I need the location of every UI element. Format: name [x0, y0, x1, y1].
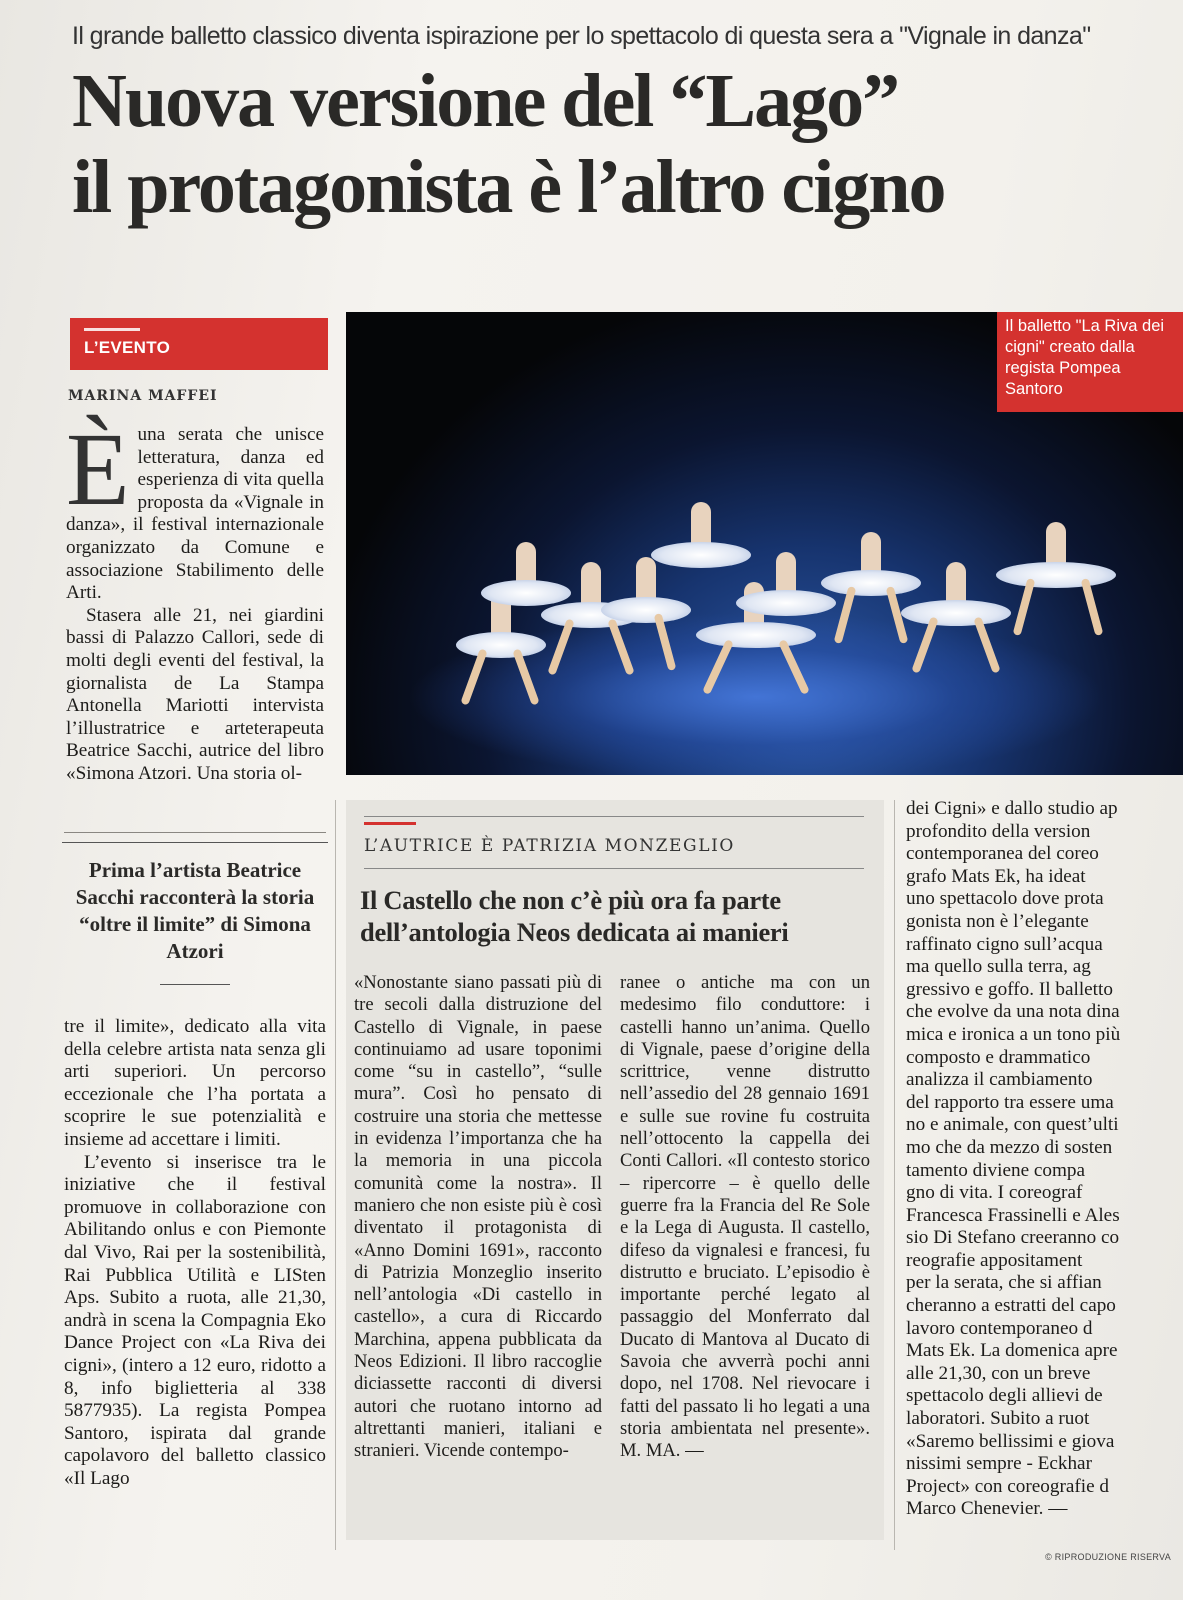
- right-column: [906, 798, 1183, 1521]
- section-tag: [70, 318, 328, 370]
- paragraph: una serata che unisce letteratura, danza ed esperienza di vita quella proposta da «Vignale in danza», il festival internazionale organizzato da Comune e associazione Stabilimento delle Arti.: [66, 424, 324, 604]
- text-line: cheranno a estratti del capo: [906, 1295, 1116, 1317]
- text-line: Mats Ek. La domenica apre: [906, 1340, 1118, 1362]
- section-tag-label: L’EVENTO: [84, 338, 171, 357]
- text-line: lavoro contemporaneo d: [906, 1317, 1093, 1339]
- section-tag-rule: [84, 328, 140, 331]
- text-line: grafo Mats Ek, ha ideat: [906, 865, 1086, 887]
- column-divider: [335, 800, 336, 1550]
- text-line: composto e drammatico: [906, 1046, 1091, 1068]
- text-line: laboratori. Subito a ruot: [906, 1408, 1090, 1430]
- divider: [160, 984, 230, 985]
- paragraph: «Nonostante siano passati più di tre secoli dalla distruzione del Castello di Vignale, in paese continuiamo ad usare toponimi come “su in castello”, “sulle mura”. Così ho pensato di costruire una storia che mettesse in evidenza l’importanza che ha la memoria in una piccola comunità come la nostra». Il maniero che non esiste più è così diventato il protagonista di «Anno Domini 1691», racconto di Patrizia Monzeglio inserito nell’antologia «Di castello in castello», a cura di Riccardo Marchina, appena pubblicata da Neos Edizioni. Il libro raccoglie diciassette racconti di diversi autori che ruotano intorno ad altrettanti manieri, italiani e stranieri. Vicende contempo-: [354, 972, 602, 1462]
- text-line: contemporanea del coreo: [906, 843, 1099, 865]
- text-line: gno di vita. I coreograf: [906, 1182, 1083, 1204]
- column-divider: [894, 800, 895, 1550]
- dancer-figure: [901, 542, 1011, 682]
- text-line: profondito della version: [906, 820, 1091, 842]
- article-headline: [72, 58, 1183, 230]
- headline-line-1: Nuova versione del “Lago”: [72, 59, 899, 143]
- text-line: Marco Chenevier. —: [906, 1498, 1068, 1520]
- byline: MARINA MAFFEI: [68, 388, 218, 404]
- divider: [64, 832, 326, 833]
- text-line: raffinato cigno sull’acqua: [906, 933, 1103, 955]
- dancer-figure: [481, 512, 571, 632]
- text-line: alle 21,30, con un breve: [906, 1362, 1091, 1384]
- sidebar-column-1: [354, 972, 602, 1463]
- paragraph: Stasera alle 21, nei giardini bassi di Palazzo Callori, sede di molti degli eventi del festival, la giornalista de La Stampa Antonella Mariotti intervista l’illustratrice e arteterapeuta Beatrice Sacchi, autrice del libro «Simona Atzori. Una storia ol-: [66, 604, 324, 784]
- paragraph: L’evento si inserisce tra le iniziative che il festival promuove in collaborazione con Abilitando onlus e con Piemonte dal Vivo, Rai per la sostenibilità, Rai Pubblica Utilità e LISten Aps. Subito a ruota, alle 21,30, andrà in scena la Compagnia Eko Dance Project con «La Riva dei cigni», (intero a 12 euro, ridotto a 8, info biglietteria al 338 5877935). La regista Pompea Santoro, ispirata dal grande capolavoro del balletto classico «Il Lago: [64, 1151, 326, 1489]
- accent-rule: [364, 822, 416, 825]
- text-line: sio Di Stefano creeranno co: [906, 1227, 1120, 1249]
- copyright-note: © RIPRODUZIONE RISERVA: [1045, 1552, 1171, 1562]
- text-line: del rapporto tra essere uma: [906, 1091, 1114, 1113]
- left-column-bottom: [64, 1016, 326, 1490]
- text-line: Francesca Frassinelli e Ales: [906, 1204, 1120, 1226]
- ballet-photo: [346, 312, 1183, 775]
- dropcap: È: [66, 412, 130, 527]
- text-line: gonista non è l’elegante: [906, 910, 1089, 932]
- text-line: spettacolo degli allievi de: [906, 1385, 1103, 1407]
- text-line: ma quello sulla terra, ag: [906, 956, 1091, 978]
- text-line: nissimi sempre - Eckhar: [906, 1453, 1092, 1475]
- sidebar-column-2: [620, 972, 870, 1463]
- sidebar-title: Il Castello che non c’è più ora fa parte dell’antologia Neos dedicata ai manieri: [360, 885, 789, 947]
- text-line: mica e ironica a un tono più: [906, 1023, 1121, 1045]
- text-line: «Saremo bellissimi e giova: [906, 1430, 1115, 1452]
- text-line: uno spettacolo dove prota: [906, 888, 1104, 910]
- sidebar-label: L’AUTRICE È PATRIZIA MONZEGLIO: [364, 836, 735, 856]
- divider: [364, 868, 864, 869]
- dancer-figure: [996, 512, 1116, 662]
- text-line: mo che da mezzo di sosten: [906, 1136, 1113, 1158]
- text-line: no e animale, con quest’ulti: [906, 1114, 1119, 1136]
- paragraph: ranee o antiche ma con un medesimo filo conduttore: i castelli hanno un’anima. Quello di Vignale, paese d’origine della scrittrice, venne distrutto nell’assedio del 28 gennaio 1691 e sulle sue rovine fu costruita nell’ottocento la cappella dei Conti Callori. «Il contesto storico – ripercorre – è quello delle guerre fra la Francia del Re Sole e la Lega di Augusta. Il castello, difeso da vignalesi e francesi, fu distrutto e bruciato. L’episodio è importante perché legato al passaggio del Monferrato dal Ducato di Mantova al Ducato di Savoia che avverrà pochi anni dopo, nel 1708. Nel rievocare i fatti del passato li ho legati a una storia ambientata nel presente». M. MA. —: [620, 972, 870, 1462]
- left-column-top: [66, 412, 324, 786]
- text-line: Project» con coreografie d: [906, 1475, 1109, 1497]
- pull-quote: Prima l’artista Beatrice Sacchi racconterà la storia “oltre il limite” di Simona Atzori: [62, 842, 328, 965]
- article-kicker: Il grande balletto classico diventa ispirazione per lo spettacolo di questa sera a "Vignale in danza": [72, 22, 1091, 50]
- sidebar-box: [346, 800, 884, 1540]
- text-line: che evolve da una nota dina: [906, 1001, 1120, 1023]
- text-line: dei Cigni» e dallo studio ap: [906, 798, 1118, 819]
- text-line: analizza il cambiamento: [906, 1069, 1093, 1091]
- text-line: tamento diviene compa: [906, 1159, 1086, 1181]
- headline-line-2: il protagonista è l’altro cigno: [72, 145, 945, 229]
- text-line: reografie appositament: [906, 1249, 1083, 1271]
- text-line: gressivo e goffo. Il balletto: [906, 978, 1113, 1000]
- paragraph: tre il limite», dedicato alla vita della celebre artista nata senza gli arti superiori. Un percorso eccezionale che l’ha portata a scoprire le sue potenzialità e insieme ad accettare i limiti.: [64, 1016, 326, 1150]
- divider: [364, 816, 864, 817]
- photo-caption: Il balletto "La Riva dei cigni" creato dalla regista Pompea Santoro: [997, 312, 1183, 412]
- text-line: per la serata, che si affian: [906, 1272, 1102, 1294]
